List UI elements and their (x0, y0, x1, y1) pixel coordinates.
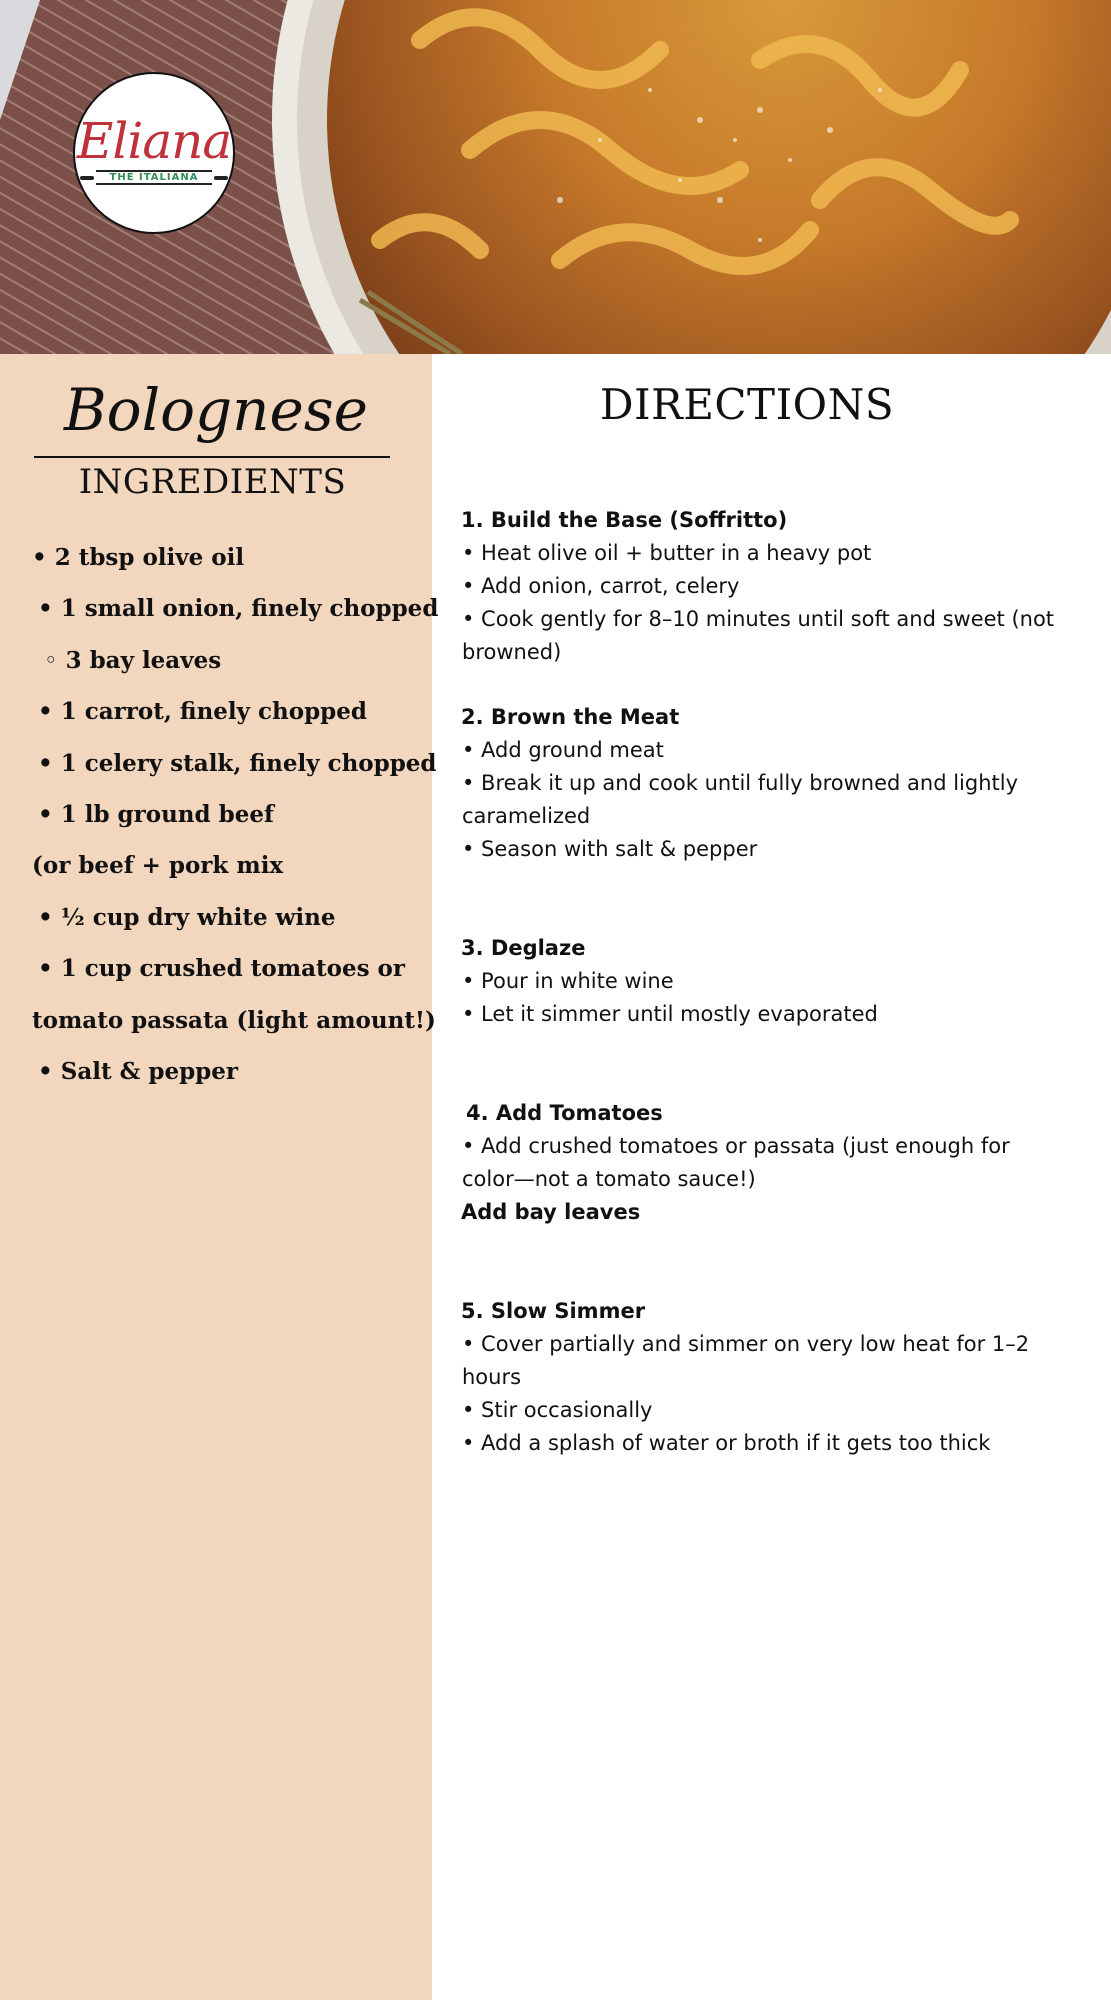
step-title: 3. Deglaze (461, 936, 586, 960)
recipe-title: Bolognese (64, 376, 368, 444)
directions-heading: DIRECTIONS (599, 380, 895, 429)
ingredient-item: ◦ 3 bay leaves (44, 647, 222, 674)
step-line: • Add a splash of water or broth if it gets too thick (462, 1431, 991, 1455)
step-line: • Stir occasionally (462, 1398, 653, 1422)
ingredient-item: (or beef + pork mix (32, 852, 284, 879)
logo-tagline: THE ITALIANA (96, 170, 213, 185)
step-title: 5. Slow Simmer (461, 1299, 646, 1323)
step-note: Add bay leaves (461, 1200, 641, 1224)
step-line: • Add crushed tomatoes or passata (just enough for (462, 1134, 1010, 1158)
step-line: hours (462, 1365, 522, 1389)
ingredient-item: • 1 cup crushed tomatoes or (38, 955, 405, 982)
ingredient-item: • 1 celery stalk, finely chopped (38, 750, 437, 777)
ingredient-item: • ½ cup dry white wine (38, 904, 336, 931)
ingredient-item: • 1 carrot, finely chopped (38, 698, 367, 725)
step-line: • Pour in white wine (462, 969, 674, 993)
step-line: • Cook gently for 8–10 minutes until soft and sweet (not (462, 607, 1055, 631)
ingredient-item: • 2 tbsp olive oil (32, 544, 245, 571)
ingredient-item: • 1 small onion, finely chopped (38, 595, 439, 622)
step-line: • Add ground meat (462, 738, 664, 762)
step-line: caramelized (462, 804, 591, 828)
step-line: color—not a tomato sauce!) (462, 1167, 756, 1191)
title-divider (34, 456, 390, 458)
step-line: • Add onion, carrot, celery (462, 574, 740, 598)
ingredient-item: • 1 lb ground beef (38, 801, 274, 828)
logo-name: Eliana (76, 111, 232, 170)
step-line: • Cover partially and simmer on very low heat for 1–2 (462, 1332, 1030, 1356)
step-line: • Break it up and cook until fully browned and lightly (462, 771, 1019, 795)
step-title: 4. Add Tomatoes (466, 1101, 663, 1125)
step-line: • Heat olive oil + butter in a heavy pot (462, 541, 872, 565)
brand-logo (73, 72, 235, 234)
ingredients-heading: INGREDIENTS (78, 462, 347, 502)
step-title: 2. Brown the Meat (461, 705, 680, 729)
hero-photo (0, 0, 1111, 354)
step-line: • Season with salt & pepper (462, 837, 758, 861)
ingredient-item: • Salt & pepper (38, 1058, 238, 1085)
step-title: 1. Build the Base (Soffritto) (461, 508, 788, 532)
ingredient-item: tomato passata (light amount!) (32, 1007, 436, 1034)
step-line: browned) (462, 640, 562, 664)
step-line: • Let it simmer until mostly evaporated (462, 1002, 878, 1026)
